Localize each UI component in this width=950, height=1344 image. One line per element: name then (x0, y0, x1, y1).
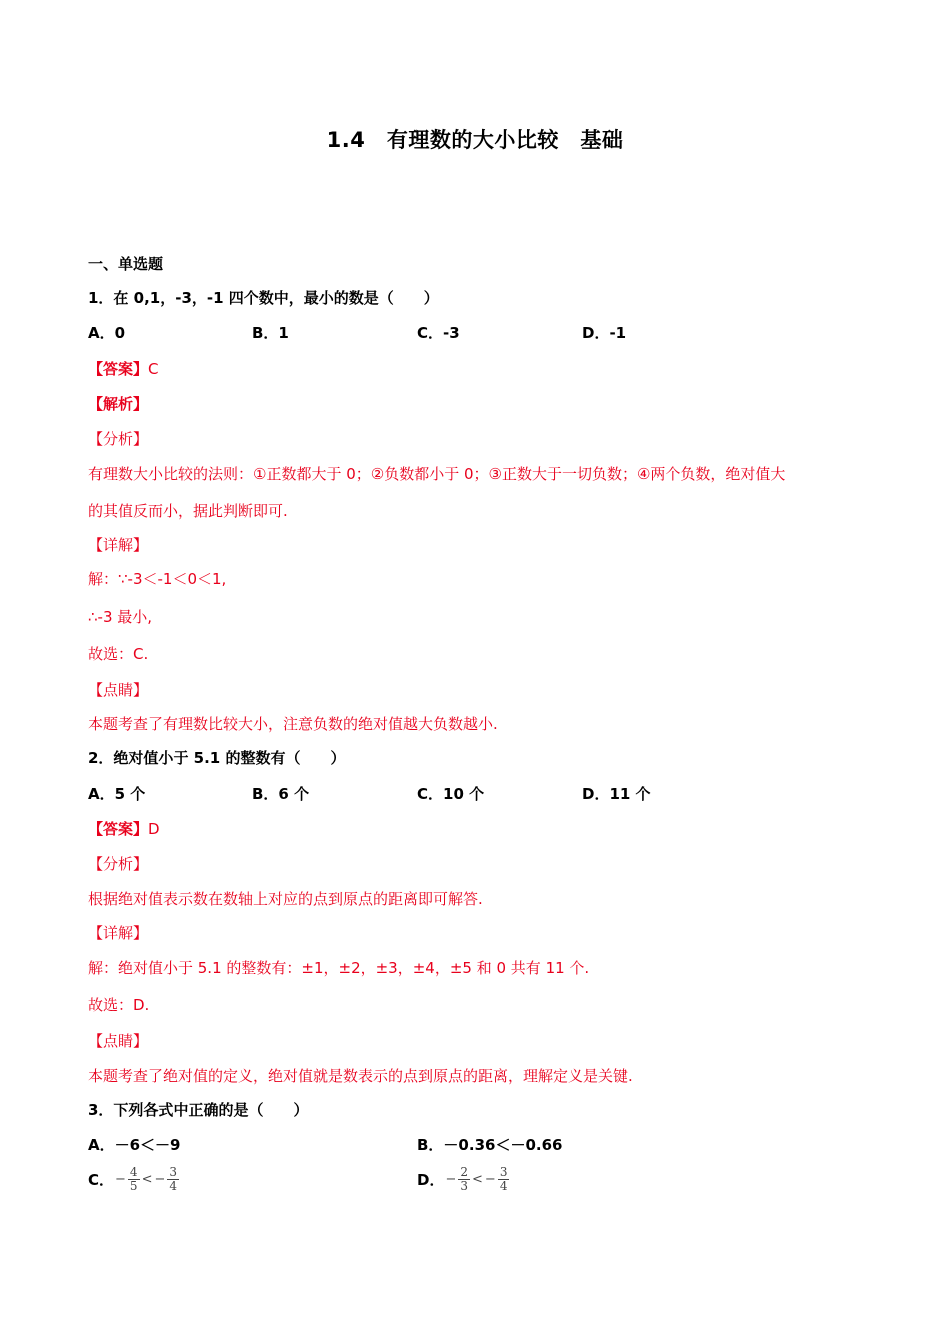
q1-xiangjie-label: 【详解】 (88, 536, 149, 554)
q1-option-a: A．0 (88, 324, 126, 342)
denominator: 3 (460, 1178, 468, 1193)
q1-option-b: B．1 (252, 324, 289, 342)
q1-answer (88, 358, 159, 379)
minus-sign: − (115, 1171, 126, 1187)
q2-fenxi-label: 【分析】 (88, 855, 149, 873)
minus-sign: − (445, 1171, 457, 1187)
q2-detail-2: 故选：D. (88, 996, 150, 1014)
q1-dianjing-text: 本题考查了有理数比较大小，注意负数的绝对值越大负数越小. (88, 715, 498, 733)
question-1-stem: 1．在 0,1，-3，-1 四个数中，最小的数是（ ） (88, 289, 439, 307)
fraction (498, 1166, 510, 1192)
denominator: 4 (169, 1178, 178, 1193)
q3-option-c (88, 1166, 180, 1192)
fraction (458, 1166, 470, 1192)
less-than-sign: < (472, 1171, 483, 1187)
q2-dianjing-label: 【点睛】 (88, 1032, 149, 1050)
numerator: 3 (499, 1165, 508, 1179)
q2-dianjing-text: 本题考查了绝对值的定义，绝对值就是数表示的点到原点的距离，理解定义是关键. (88, 1067, 633, 1085)
q2-fenxi-text: 根据绝对值表示数在数轴上对应的点到原点的距离即可解答. (88, 890, 483, 908)
q2-option-c: C．10 个 (417, 785, 485, 803)
q1-option-d: D．-1 (582, 324, 627, 342)
q1-detail-1: 解：∵-3＜-1＜0＜1, (88, 570, 227, 588)
q2-answer (88, 818, 160, 839)
minus-sign: − (154, 1171, 166, 1187)
q1-jiexi-label: 【解析】 (88, 395, 149, 413)
page-title: 1.4 有理数的大小比较 基础 (326, 128, 624, 152)
less-than-sign: < (141, 1171, 153, 1187)
fraction (128, 1166, 140, 1192)
q1-fenxi-line-2: 的其值反而小，据此判断即可. (88, 502, 288, 520)
numerator: 3 (169, 1165, 178, 1179)
q2-option-a: A．5 个 (88, 785, 146, 803)
q3-option-a: A．－6＜－9 (88, 1136, 181, 1154)
answer-label: 【答案】 (88, 820, 149, 838)
q2-option-d: D．11 个 (582, 785, 651, 803)
q2-xiangjie-label: 【详解】 (88, 924, 149, 942)
numerator: 4 (129, 1165, 138, 1179)
denominator: 5 (129, 1178, 138, 1193)
question-2-stem: 2．绝对值小于 5.1 的整数有（ ） (88, 749, 346, 767)
answer-value: D (148, 820, 160, 838)
q1-fenxi-label: 【分析】 (88, 430, 149, 448)
q2-detail-1: 解：绝对值小于 5.1 的整数有：±1，±2，±3，±4，±5 和 0 共有 11 个. (88, 959, 590, 977)
q1-detail-3: 故选：C. (88, 645, 149, 663)
option-label: C． (88, 1170, 115, 1189)
answer-value: C (148, 360, 159, 378)
q1-fenxi-line-1: 有理数大小比较的法则：①正数都大于 0；②负数都小于 0；③正数大于一切负数；④两个负数，绝对值大 (88, 465, 786, 483)
option-label: D． (417, 1170, 445, 1189)
q2-option-b: B．6 个 (252, 785, 310, 803)
q1-dianjing-label: 【点睛】 (88, 681, 149, 699)
q3-option-d (417, 1166, 510, 1192)
denominator: 4 (499, 1178, 508, 1193)
minus-sign: − (484, 1171, 496, 1187)
question-3-stem: 3．下列各式中正确的是（ ） (88, 1101, 309, 1119)
q1-detail-2: ∴-3 最小, (88, 608, 153, 626)
numerator: 2 (460, 1165, 468, 1179)
answer-label: 【答案】 (88, 360, 149, 378)
section-heading: 一、单选题 (88, 255, 164, 273)
fraction (167, 1166, 179, 1192)
q1-option-c: C．-3 (417, 324, 460, 342)
q3-option-b: B．－0.36＜－0.66 (417, 1136, 563, 1154)
